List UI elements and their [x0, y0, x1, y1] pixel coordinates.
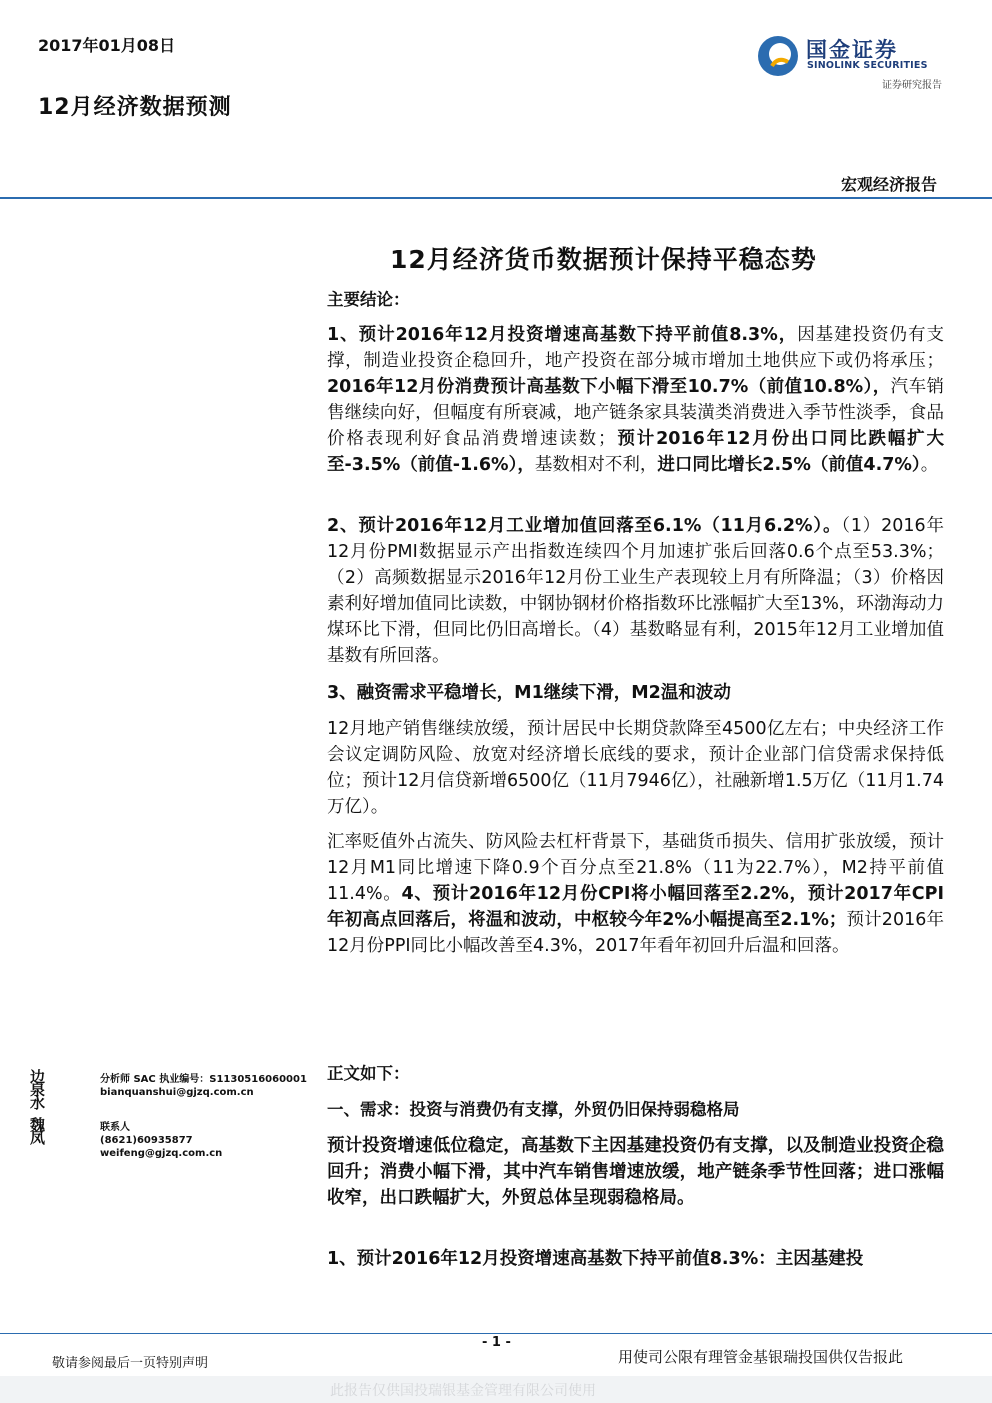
analyst-2-line1: 联系人	[100, 1122, 130, 1133]
analyst-2-phone: (8621)60935877	[100, 1135, 193, 1146]
section-1-summary	[327, 1133, 944, 1211]
footer-note: 用使司公限有理管金基银瑞投国供仅告报此	[618, 1348, 904, 1366]
summary-paragraph-5	[327, 829, 944, 959]
summary-paragraph-2	[327, 513, 944, 669]
section-1-item-1	[327, 1246, 944, 1272]
p1-bold-1: 1、预计2016年12月投资增速高基数下持平前值8.3%，	[327, 325, 798, 345]
p1-bold-3: 预计2016年12月份出口同比跌幅扩大至-3.5%（前值-1.6%），	[327, 429, 945, 475]
section-1-summary-text: 预计投资增速低位稳定，高基数下主因基建投资仍有支撑，以及制造业投资企稳回升；消费小幅下滑，其中汽车销售增速放缓，地产链条季节性回落；进口涨幅收窄，出口跌幅扩大，外贸总体呈现弱稳格局。	[327, 1136, 944, 1208]
logo-subtitle: 证券研究报告	[882, 80, 942, 91]
p2-bold: 2、预计2016年12月工业增加值回落至6.1%（11月6.2%）。	[327, 516, 842, 536]
summary-paragraph-3	[327, 680, 944, 706]
summary-heading-text: 主要结论：	[327, 290, 410, 309]
main-title: 12月经济货币数据预计保持平稳态势	[390, 245, 817, 274]
footer-divider	[0, 1333, 992, 1334]
p5-bold-1: 4、预计2016年12月份CPI将小幅回落至2.2%，预计2017年CPI年初高点回落后，将温和波动，中枢较今年2%小幅提高至2.1%；	[327, 884, 944, 930]
analyst-2-name: 魏凤	[30, 1116, 46, 1147]
company-logo	[756, 30, 946, 90]
analyst-1-info	[100, 1073, 307, 1099]
analyst-2-email: weifeng@gjzq.com.cn	[100, 1148, 223, 1159]
analyst-2-info	[100, 1121, 222, 1160]
p3-heading: 3、融资需求平稳增长，M1继续下滑，M2温和波动	[327, 683, 731, 703]
logo-chinese-name: 国金证券	[806, 38, 898, 62]
analyst-1-email: bianquanshui@gjzq.com.cn	[100, 1087, 254, 1098]
page-number: - 1 -	[482, 1335, 511, 1350]
p2-text: （1）2016年12月份PMI数据显示产出指数连续四个月加速扩张后回落0.6个点至53.3%；（2）高频数据显示2016年12月份工业生产表现较上月有所降温；（3）价格因素利好增加值同比读数，中钢协钢材价格指数环比涨幅扩大至13%，环渤海动力煤环比下滑，但同比仍旧高增长。（4）基数略显有利，2015年12月工业增加值基数有所回落。	[327, 516, 944, 666]
p5-text-2: 预计2016年12月份PPI同比小幅改善至4.3%，2017年看年初回升后温和回落。	[327, 910, 944, 956]
summary-paragraph-1	[327, 322, 944, 478]
report-type-label: 宏观经济报告	[840, 175, 937, 194]
watermark-text: 此报告仅供国投瑞银基金管理有限公司使用	[330, 1383, 596, 1399]
analyst-1-name: 边泉水	[30, 1068, 46, 1112]
body-intro-text: 正文如下：	[327, 1064, 410, 1083]
header-divider	[0, 197, 992, 199]
p5-text-1: 汇率贬值外占流失、防风险去杠杆背景下，基础货币损失、信用扩张放缓，预计12月M1同比增速下降0.9个百分点至21.8%（11为22.7%），M2持平前值11.4%。	[327, 832, 944, 904]
summary-heading	[327, 287, 944, 313]
p4-text: 12月地产销售继续放缓，预计居民中长期贷款降至4500亿左右；中央经济工作会议定调防风险、放宽对经济增长底线的要求，预计企业部门信贷需求保持低位；预计12月信贷新增6500亿（11月7946亿），社融新增1.5万亿（11月1.74万亿）。	[327, 719, 944, 817]
analyst-1-line1: 分析师 SAC 执业编号：S1130516060001	[100, 1074, 307, 1085]
item-1-bold: 1、预计2016年12月投资增速高基数下持平前值8.3%：	[327, 1249, 776, 1269]
section-1-heading-text: 一、需求：投资与消费仍有支撑，外贸仍旧保持弱稳格局	[327, 1100, 740, 1119]
report-date: 2017年01月08日	[38, 36, 176, 55]
item-1-text: 主因基建投	[775, 1249, 864, 1269]
sinolink-logo-icon	[756, 34, 800, 78]
p1-text-1: 因基建投资仍有支撑，制造业投资企稳回升，地产投资在部分城市增加土地供应下或仍将承压；	[327, 325, 944, 371]
p1-bold-4: 进口同比增长2.5%（前值4.7%）	[657, 455, 921, 475]
p1-bold-2: 2016年12月份消费预计高基数下小幅下滑至10.7%（前值10.8%），	[327, 377, 891, 397]
footer-disclaimer: 敬请参阅最后一页特别声明	[52, 1356, 209, 1371]
body-intro	[327, 1061, 944, 1087]
p1-text-3: 基数相对不利，	[534, 455, 658, 475]
summary-paragraph-4	[327, 716, 944, 820]
p1-text-2: 汽车销售继续向好，但幅度有所衰减，地产链条家具装潢类消费进入季节性淡季，食品价格表现利好食品消费增速读数；	[327, 377, 945, 449]
logo-english-name: SINOLINK SECURITIES	[807, 60, 928, 71]
section-1-heading	[327, 1097, 944, 1123]
p1-text-4: 。	[920, 455, 939, 475]
document-title: 12月经济数据预测	[38, 95, 232, 120]
